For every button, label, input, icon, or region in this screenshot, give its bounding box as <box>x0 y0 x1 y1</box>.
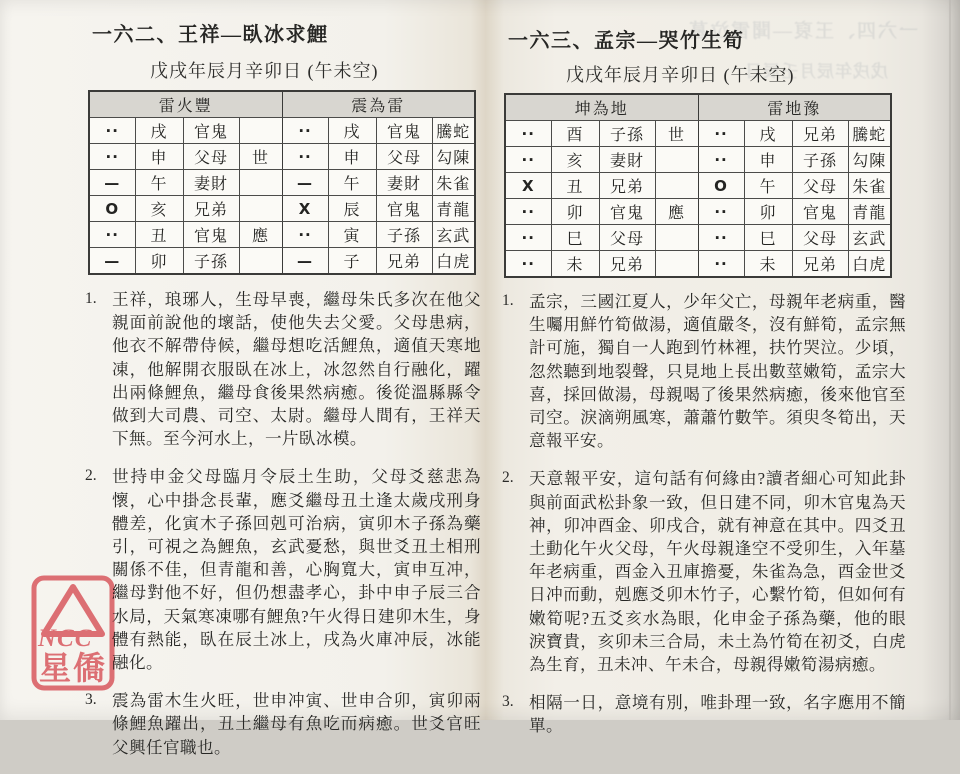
paragraph <box>502 290 906 452</box>
bleedthrough-text: 一六四、王裒—聞雷泣墓 戊戌年辰月壬辰日 <box>687 21 919 81</box>
position <box>655 251 698 278</box>
position <box>239 248 282 275</box>
table-row <box>505 121 891 147</box>
spirit: 玄武 <box>848 225 891 251</box>
spirit: 騰蛇 <box>848 121 891 147</box>
spirit: 朱雀 <box>848 173 891 199</box>
hexagram-name-right: 震為雷 <box>282 91 475 118</box>
branch: 卯 <box>744 199 792 225</box>
right-page-body <box>502 290 906 753</box>
position: 應 <box>655 199 698 225</box>
line-symbol: ·· <box>698 147 744 173</box>
hexagram-name-left: 坤為地 <box>505 94 698 121</box>
relation: 兄弟 <box>792 251 848 278</box>
table-header-row <box>89 91 475 118</box>
relation: 妻財 <box>183 170 239 196</box>
relation: 兄弟 <box>599 173 655 199</box>
paragraph <box>502 691 906 737</box>
relation: 父母 <box>792 225 848 251</box>
spirit: 騰蛇 <box>432 118 475 144</box>
branch: 寅 <box>328 222 376 248</box>
left-page-body <box>85 288 481 774</box>
spirit: 玄武 <box>432 222 475 248</box>
line-symbol: O <box>698 173 744 199</box>
position: 世 <box>655 121 698 147</box>
paragraph-number: 3. <box>502 693 514 711</box>
relation: 官鬼 <box>376 118 432 144</box>
table-row <box>89 118 475 144</box>
table-row <box>505 199 891 225</box>
branch: 申 <box>328 144 376 170</box>
line-symbol: ·· <box>89 144 135 170</box>
line-symbol: ·· <box>698 121 744 147</box>
paragraph <box>85 689 481 759</box>
table-row <box>89 144 475 170</box>
relation: 父母 <box>599 225 655 251</box>
branch: 午 <box>135 170 183 196</box>
paragraph <box>85 465 481 674</box>
spirit: 勾陳 <box>848 147 891 173</box>
paragraph-number: 3. <box>85 691 97 709</box>
line-symbol: — <box>282 248 328 275</box>
relation: 官鬼 <box>183 118 239 144</box>
relation: 兄弟 <box>792 121 848 147</box>
line-symbol: ·· <box>505 147 551 173</box>
branch: 巳 <box>551 225 599 251</box>
page-left <box>0 0 487 757</box>
line-symbol: — <box>89 170 135 196</box>
branch: 酉 <box>551 121 599 147</box>
table-row <box>505 251 891 278</box>
page-right <box>492 0 950 736</box>
position: 世 <box>239 144 282 170</box>
relation: 妻財 <box>376 170 432 196</box>
paragraph-text: 震為雷木生火旺，世申冲寅、世申合卯，寅卯兩條鯉魚躍出，丑土繼母有魚吃而病癒。世爻官旺父興任官職也。 <box>112 691 481 757</box>
relation: 子孫 <box>183 248 239 275</box>
branch: 子 <box>328 248 376 275</box>
line-symbol: ·· <box>282 222 328 248</box>
line-symbol: ·· <box>698 251 744 278</box>
line-symbol: X <box>282 196 328 222</box>
position <box>655 147 698 173</box>
relation: 官鬼 <box>792 199 848 225</box>
table-row <box>505 225 891 251</box>
branch: 亥 <box>551 147 599 173</box>
relation: 官鬼 <box>599 199 655 225</box>
branch: 巳 <box>744 225 792 251</box>
branch: 丑 <box>135 222 183 248</box>
paragraph <box>85 288 481 450</box>
paragraph-text: 孟宗，三國江夏人，少年父亡，母親年老病重，醫生囑用鮮竹筍做湯，適值嚴冬，沒有鮮筍，孟宗無計可施，獨自一人跑到竹林裡，扶竹哭泣。少頃，忽然聽到地裂聲，只見地上長出數莖嫩筍，孟宗大喜，採回做湯，母親喝了後果然病癒，後來他官至司空。淚滴朔風寒，蕭蕭竹數竿。須臾冬筍出，天意報平安。 <box>529 292 906 451</box>
paragraph-number: 1. <box>85 290 97 307</box>
position <box>655 225 698 251</box>
branch: 辰 <box>328 196 376 222</box>
paragraph-number: 2. <box>502 469 514 487</box>
branch: 戌 <box>744 121 792 147</box>
hexagram-name-left: 雷火豐 <box>89 91 282 118</box>
branch: 卯 <box>551 199 599 225</box>
left-page-title: 一六二、王祥—臥冰求鯉 <box>92 24 329 46</box>
relation: 父母 <box>183 144 239 170</box>
stamp-text-ncc: NCC <box>38 625 93 652</box>
right-page-dateline: 戊戌年辰月辛卯日 (午未空) <box>566 65 795 85</box>
paragraph-number: 1. <box>502 292 514 309</box>
relation: 父母 <box>792 173 848 199</box>
position <box>655 173 698 199</box>
line-symbol: ·· <box>505 225 551 251</box>
table-row <box>505 147 891 173</box>
relation: 官鬼 <box>376 196 432 222</box>
line-symbol: — <box>89 248 135 275</box>
line-symbol: ·· <box>89 118 135 144</box>
hexagram-name-right: 雷地豫 <box>698 94 891 121</box>
branch: 未 <box>551 251 599 278</box>
page-edge <box>949 0 951 720</box>
spirit: 青龍 <box>848 199 891 225</box>
table-row <box>89 196 475 222</box>
line-symbol: ·· <box>505 199 551 225</box>
relation: 兄弟 <box>599 251 655 278</box>
table-header-row <box>505 94 891 121</box>
paragraph-text: 王祥，琅琊人，生母早喪，繼母朱氏多次在他父親面前說他的壞話，使他失去父愛。父母患病，他衣不解帶侍候，繼母想吃活鯉魚，適值天寒地凍，他解開衣服臥在冰上，冰忽然自行融化，躍出兩條鯉魚，繼母食後果然病癒。後從溫縣縣令做到大司農、司空、太尉。繼母人間有，王祥天下無。至今河水上，一片臥冰模。 <box>112 290 481 449</box>
relation: 妻財 <box>599 147 655 173</box>
line-symbol: ·· <box>698 225 744 251</box>
right-hexagram-table <box>504 93 892 278</box>
paragraph-text: 天意報平安，這句話有何緣由?讀者細心可知此卦與前面武松卦象一致，但日建不同，卯木官鬼為天神，卯冲酉金、卯戌合，就有神意在其中。四爻丑土動化午火父母，午火母親逢空不受卯生，入年墓年老病重，酉金入丑庫擔憂，朱雀為急，酉金世爻日冲而動，剋應爻卯木竹子，心繫竹筍，但如何有嫩筍呢?五爻亥水為眼，化申金子孫為藥，他的眼淚寶貴，亥卯未三合局，未土為竹筍在初爻，白虎為生育，丑未冲、午未合，母親得嫩筍湯病癒。 <box>529 469 906 675</box>
relation: 子孫 <box>376 222 432 248</box>
table-row <box>89 170 475 196</box>
line-symbol: O <box>89 196 135 222</box>
branch: 亥 <box>135 196 183 222</box>
spirit: 白虎 <box>432 248 475 275</box>
table-row <box>89 248 475 275</box>
line-symbol: ·· <box>282 118 328 144</box>
table-row <box>505 173 891 199</box>
left-page-dateline: 戊戌年辰月辛卯日 (午未空) <box>150 61 379 81</box>
branch: 申 <box>744 147 792 173</box>
paragraph <box>502 467 906 676</box>
line-symbol: ·· <box>505 121 551 147</box>
paragraph-text: 相隔一日，意境有別，唯卦理一致，名字應用不簡單。 <box>529 693 906 736</box>
relation: 官鬼 <box>183 222 239 248</box>
position <box>239 196 282 222</box>
branch: 戌 <box>328 118 376 144</box>
paragraph-number: 2. <box>85 467 97 485</box>
relation: 兄弟 <box>183 196 239 222</box>
spirit: 勾陳 <box>432 144 475 170</box>
branch: 卯 <box>135 248 183 275</box>
branch: 午 <box>744 173 792 199</box>
line-symbol: ·· <box>282 144 328 170</box>
line-symbol: X <box>505 173 551 199</box>
branch: 午 <box>328 170 376 196</box>
stamp-text-cn: 星僑 <box>39 650 108 686</box>
branch: 丑 <box>551 173 599 199</box>
relation: 子孫 <box>599 121 655 147</box>
position <box>239 118 282 144</box>
branch: 申 <box>135 144 183 170</box>
paragraph-text: 世持申金父母臨月令辰土生助，父母爻慈悲為懷，心中掛念長輩，應爻繼母丑土逢太歲戌刑身體差，化寅木子孫回剋可治病，寅卯木子孫為藥引，可視之為鯉魚，玄武憂愁，與世爻丑土相刑關係不佳，但青龍和善，心胸寬大，寅申互冲，繼母對他不好，但仍想盡孝心，卦中申子辰三合水局，天氣寒凍哪有鯉魚?午火得日建卯木生，身體有熱能，臥在辰土冰上，戌為火庫冲辰，冰能融化。 <box>112 467 481 673</box>
position <box>239 170 282 196</box>
line-symbol: ·· <box>89 222 135 248</box>
line-symbol: ·· <box>505 251 551 278</box>
right-page-title: 一六三、孟宗—哭竹生筍 <box>508 30 745 52</box>
spirit: 朱雀 <box>432 170 475 196</box>
left-hexagram-table <box>88 90 476 275</box>
line-symbol: ·· <box>698 199 744 225</box>
line-symbol: — <box>282 170 328 196</box>
relation: 兄弟 <box>376 248 432 275</box>
spirit: 白虎 <box>848 251 891 278</box>
branch: 戌 <box>135 118 183 144</box>
position: 應 <box>239 222 282 248</box>
relation: 父母 <box>376 144 432 170</box>
table-row <box>89 222 475 248</box>
relation: 子孫 <box>792 147 848 173</box>
branch: 未 <box>744 251 792 278</box>
spirit: 青龍 <box>432 196 475 222</box>
